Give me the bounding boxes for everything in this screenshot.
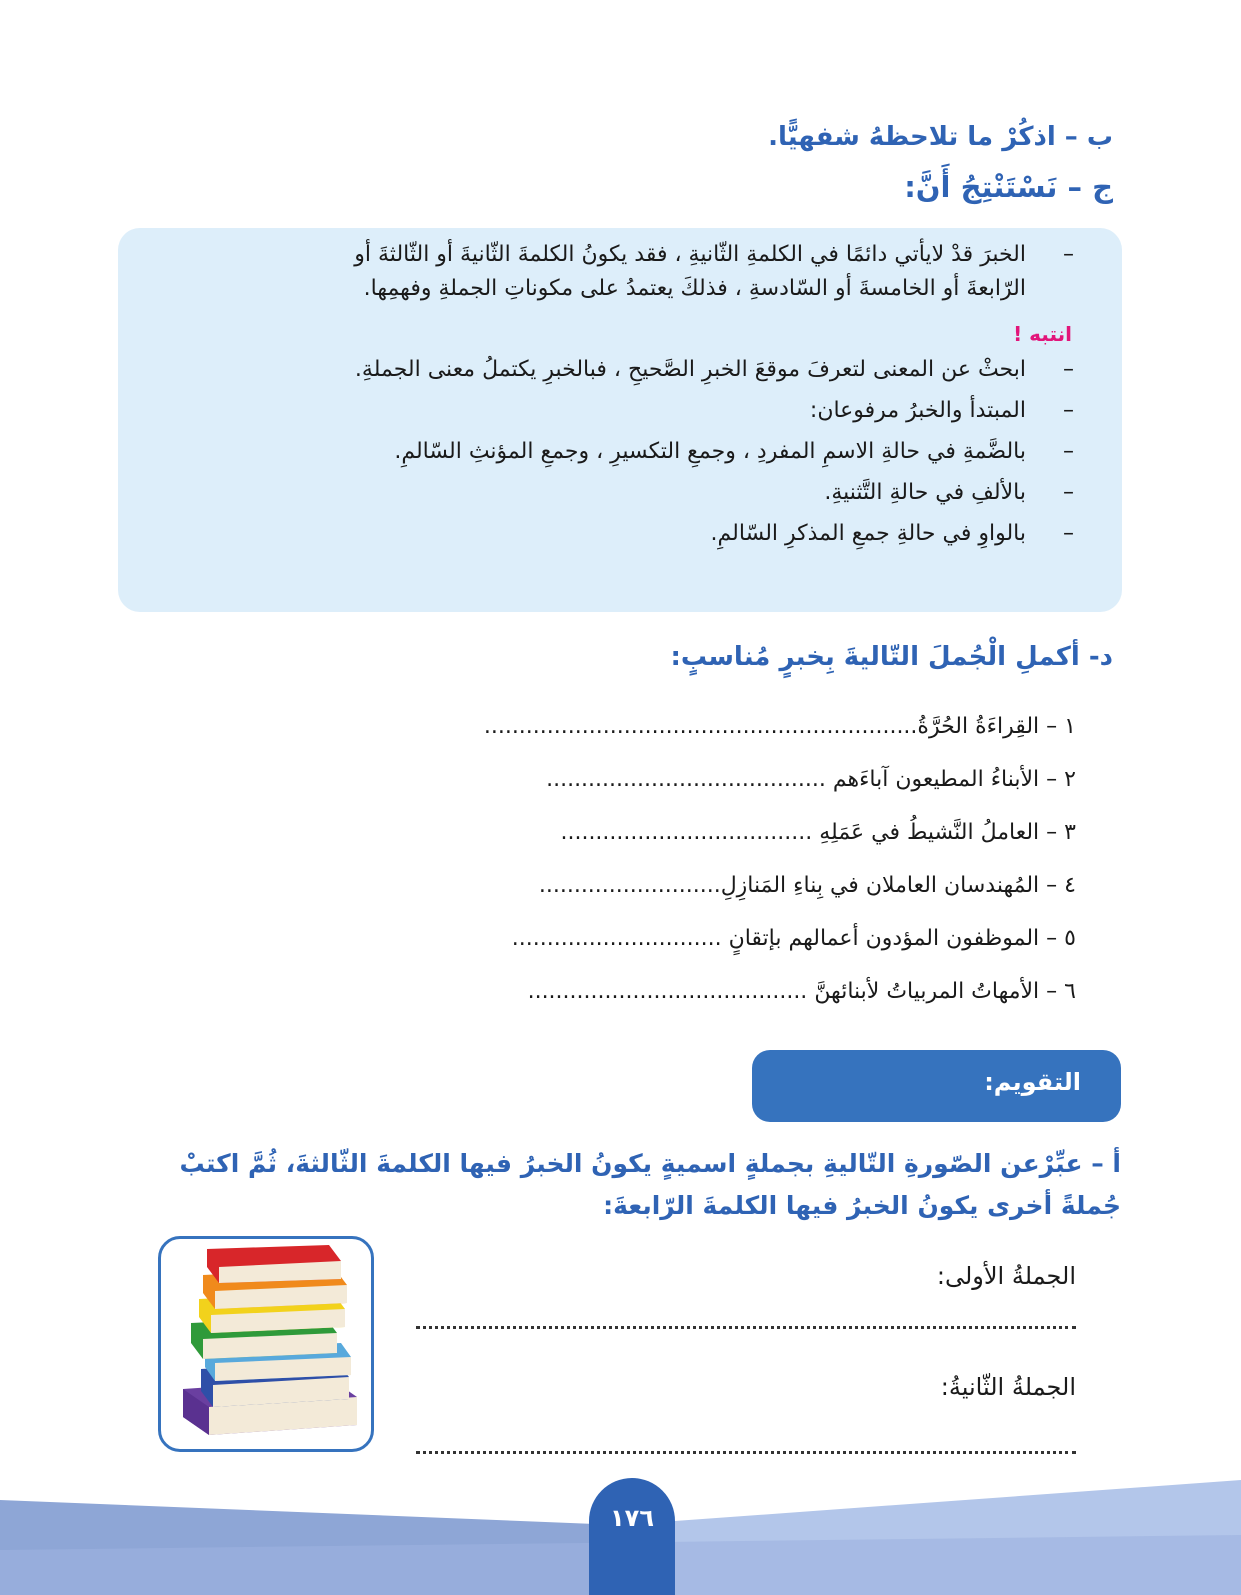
exercise-text: العاملُ النَّشيطُ في عَمَلِهِ	[819, 820, 1040, 845]
note-tip	[152, 354, 1074, 385]
note-dash: –	[1063, 480, 1074, 505]
answer-blank[interactable]: ..............................	[511, 926, 722, 951]
note-dash: –	[1063, 357, 1074, 382]
note-dash: –	[1063, 439, 1074, 464]
exercise-text: الأبناءُ المطيعون آباءَهم	[832, 767, 1040, 792]
exercise-number: ٣ –	[1046, 820, 1076, 845]
exercise-number: ١ –	[1046, 714, 1076, 739]
heading-c: ج – نَسْتَنْتِجُ أَنَّ:	[904, 170, 1113, 204]
beware-label: انتبه !	[1013, 322, 1072, 346]
note-dash: –	[1063, 398, 1074, 423]
heading-b: ب – اذكُرْ ما تلاحظهُ شفهيًّا.	[768, 122, 1113, 152]
note-tip-text: ابحثْ عن المعنى لتعرفَ موقعَ الخبرِ الصَّحيحِ ، فبالخبرِ يكتملُ معنى الجملةِ.	[354, 357, 1026, 382]
answer-blank[interactable]: ........................................	[546, 767, 826, 792]
note-tip	[152, 518, 1074, 549]
exercise-number: ٥ –	[1046, 926, 1076, 951]
evaluation-title-bar	[752, 1050, 1121, 1122]
exercise-text: القِراءَةُ الحُرَّةُ	[917, 714, 1040, 739]
conclusion-note-box	[118, 228, 1122, 612]
answer-blank[interactable]: ..............................................................	[483, 714, 918, 739]
note-dash: –	[1063, 521, 1074, 546]
note-main-line-2: الرّابعةَ أو الخامسةَ أو السّادسةِ ، فذلكَ يعتمدُ على مكوناتِ الجملةِ وفهمِها.	[363, 276, 1026, 301]
heading-d: د- أكملِ الْجُملَ التّاليةَ بِخبرٍ مُناسبٍ:	[670, 642, 1113, 672]
sentence2-answer-line[interactable]	[416, 1451, 1076, 1454]
books-picture-frame	[158, 1236, 374, 1452]
sentence2-label: الجملةُ الثّانيةُ:	[940, 1373, 1076, 1401]
note-main-text	[152, 238, 1074, 306]
note-tip-text: بالألفِ في حالةِ التَّثنيةِ.	[824, 480, 1026, 505]
page-number: ١٧٦	[589, 1478, 675, 1595]
exercise-list	[316, 700, 1076, 1018]
exercise-text: المُهندسان العاملان في بِناءِ المَنازِلِ	[720, 873, 1040, 898]
note-main-line-1: الخبرَ قدْ لايأتي دائمًا في الكلمةِ الثّانيةِ ، فقد يكونُ الكلمةَ الثّانيةَ أو الثّالثةَ أو	[354, 242, 1026, 267]
note-tip	[152, 477, 1074, 508]
evaluation-question: أ – عبِّرْعن الصّورةِ التّاليةِ بجملةٍ اسميةٍ يكونُ الخبرُ فيها الكلمةَ الثّالثةَ، ثُمَّ اكتبْ جُملةً أخرى يكونُ الخبرُ فيها الكلمةَ الرّابعةَ:	[179, 1149, 1121, 1220]
answer-blank[interactable]: ..........................	[538, 873, 721, 898]
exercise-text: الموظفون المؤدون أعمالهم بإتقانٍ	[728, 926, 1040, 951]
exercise-number: ٤ –	[1046, 873, 1076, 898]
exercise-number: ٢ –	[1046, 767, 1076, 792]
sentence1-answer-line[interactable]	[416, 1326, 1076, 1329]
note-tip	[152, 395, 1074, 426]
exercise-item	[316, 806, 1076, 859]
exercise-item	[316, 753, 1076, 806]
exercise-text: الأمهاتُ المربياتُ لأبنائهنَّ	[814, 979, 1040, 1004]
answer-blank[interactable]: ....................................	[560, 820, 813, 845]
note-tip-text: بالضَّمةِ في حالةِ الاسمِ المفردِ ، وجمعِ التكسيرِ ، وجمعِ المؤنثِ السّالمِ.	[394, 439, 1026, 464]
note-tip-text: المبتدأ والخبرُ مرفوعان:	[809, 398, 1026, 423]
exercise-item	[316, 700, 1076, 753]
exercise-item	[316, 912, 1076, 965]
exercise-item	[316, 859, 1076, 912]
note-tip	[152, 436, 1074, 467]
exercise-item	[316, 965, 1076, 1018]
exercise-number: ٦ –	[1046, 979, 1076, 1004]
note-tip-text: بالواوِ في حالةِ جمعِ المذكرِ السّالمِ.	[710, 521, 1026, 546]
stack-of-books-icon	[161, 1239, 371, 1449]
answer-blank[interactable]: ........................................	[527, 979, 808, 1004]
note-dash: –	[1063, 242, 1074, 267]
sentence1-label: الجملةُ الأولى:	[936, 1262, 1076, 1290]
evaluation-title: التقويم:	[984, 1068, 1081, 1096]
